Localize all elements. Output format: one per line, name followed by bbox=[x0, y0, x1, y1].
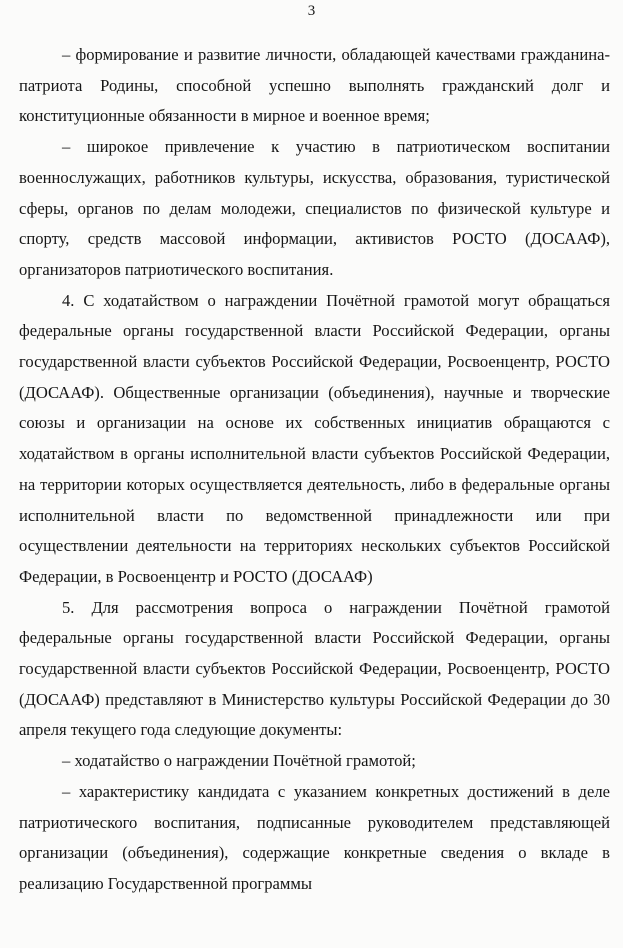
paragraph-section-4-petition: 4. С ходатайством о награждении Почётной грамотой могут обращаться федеральные органы государственной власти Российской Федерации, органы государственной власти субъектов Российской Федерации, Росвоенцентр, РОСТО (ДОСААФ). Общественные организации (объединения), научные и творческие союзы и организации на основе их собственных инициатив обращаются с ходатайством в органы исполнительной власти субъектов Российской Федерации, на территории которых осуществляется деятельность, либо в федеральные органы исполнительной власти по ведомственной принадлежности или при осуществлении деятельности на территориях нескольких субъектов Российской Федерации, в Росвоенцентр и РОСТО (ДОСААФ) bbox=[19, 290, 610, 586]
paragraph-goal-broad-participation: – широкое привлечение к участию в патриотическом воспитании военнослужащих, работников культуры, искусства, образования, туристической сферы, органов по делам молодежи, специалистов по физической культуре и спорту, средств массовой информации, активистов РОСТО (ДОСААФ), организаторов патриотического воспитания. bbox=[19, 137, 610, 279]
paragraph-section-5-documents: 5. Для рассмотрения вопроса о награждении Почётной грамотой федеральные органы государственной власти Российской Федерации, органы государственной власти субъектов Российской Федерации, Росвоенцентр, РОСТО (ДОСААФ) представляют в Министерство культуры Российской Федерации до 30 апреля текущего года следующие документы: bbox=[19, 597, 610, 740]
paragraph-document-petition: – ходатайство о награждении Почётной грамотой; bbox=[62, 751, 416, 771]
paragraph-goal-citizen-patriot: – формирование и развитие личности, обладающей качествами гражданина-патриота Родины, способной успешно выполнять гражданский долг и конституционные обязанности в мирное и военное время; bbox=[19, 45, 610, 126]
page-number: 3 bbox=[307, 3, 316, 19]
document-body bbox=[19, 40, 610, 900]
paragraph-document-characteristic: – характеристику кандидата с указанием конкретных достижений в деле патриотического воспитания, подписанные руководителем представляющей организации (объединения), содержащие конкретные сведения о вкладе в реализацию Государственной программы bbox=[19, 781, 610, 893]
